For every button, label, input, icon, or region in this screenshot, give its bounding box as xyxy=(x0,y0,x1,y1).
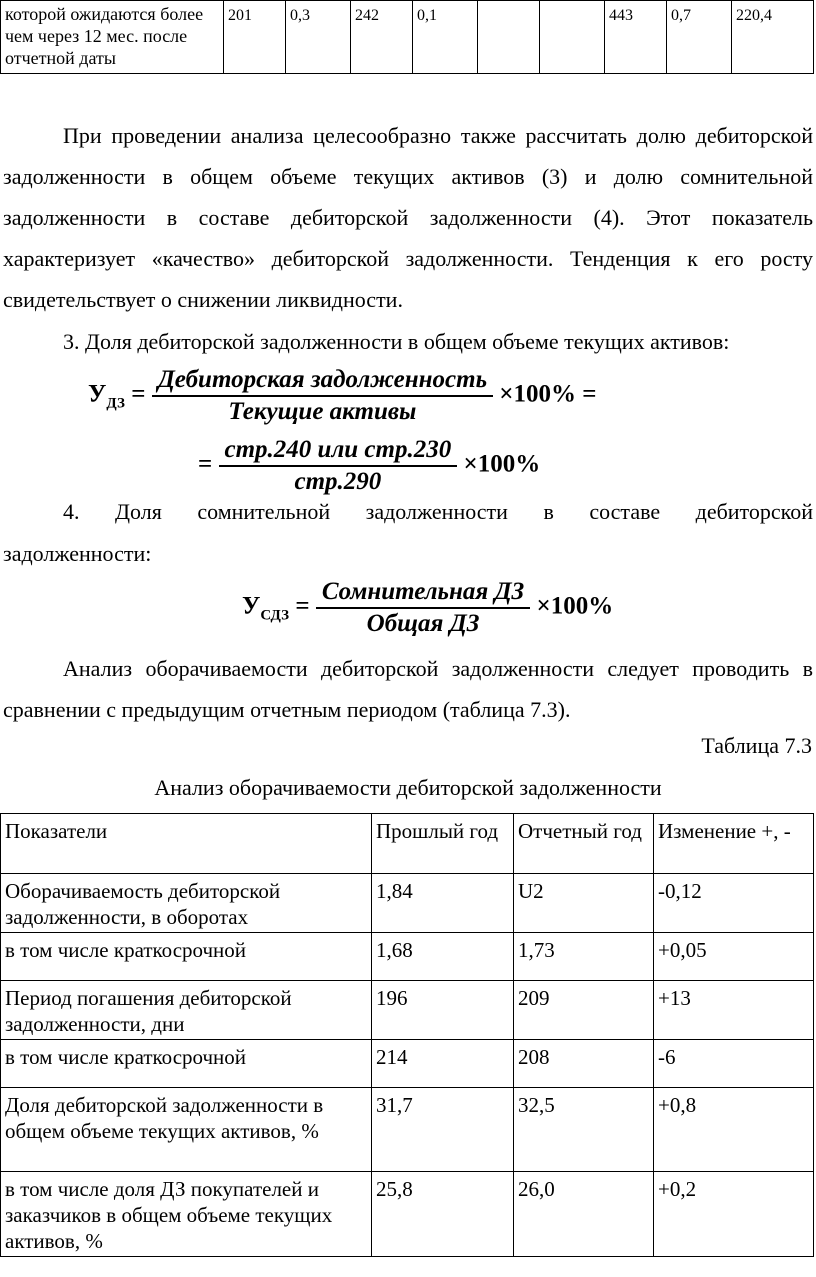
formula-fraction-2 xyxy=(219,436,458,496)
table-row xyxy=(1,874,814,933)
item-4-heading: 4. Доля сомнительной задолженности в составе дебиторской xyxy=(63,499,813,524)
table-cell-label: которой ожидаются более чем через 12 мес. после отчетной даты xyxy=(1,1,224,74)
table-cell: +0,05 xyxy=(654,933,814,981)
item-3-heading: 3. Доля дебиторской задолженности в общем объеме текущих активов: xyxy=(63,329,730,354)
table-cell: U2 xyxy=(514,874,654,933)
table-cell: 0,1 xyxy=(413,1,478,74)
table-cell: 31,7 xyxy=(372,1088,514,1172)
formula-numerator: Дебиторская задолженность xyxy=(152,366,493,397)
table-cell: 443 xyxy=(605,1,667,74)
table-cell: 0,7 xyxy=(667,1,732,74)
table-cell: 242 xyxy=(351,1,413,74)
formula-denominator: Общая ДЗ xyxy=(366,610,480,637)
table-cell: -6 xyxy=(654,1040,814,1088)
table-row xyxy=(1,1088,814,1172)
formula-denominator: Текущие активы xyxy=(228,398,417,425)
table-cell: 1,73 xyxy=(514,933,654,981)
table-number: Таблица 7.3 xyxy=(701,733,812,758)
formula-lhs: У xyxy=(242,592,261,620)
table-cell: -0,12 xyxy=(654,874,814,933)
table-cell: +13 xyxy=(654,981,814,1040)
table-row xyxy=(1,981,814,1040)
table-header-cell: Прошлый год xyxy=(372,814,514,874)
table-row xyxy=(1,1040,814,1088)
table-cell: Доля дебиторской задолженности в общем объеме текущих активов, % xyxy=(1,1088,372,1172)
table-row xyxy=(1,1172,814,1257)
table-cell: 209 xyxy=(514,981,654,1040)
formula-multiplier: ×100% xyxy=(463,450,541,478)
formula-fraction-1 xyxy=(152,366,493,426)
formula-receivables-share-lines xyxy=(198,436,540,496)
formula-multiplier: ×100% = xyxy=(499,380,597,408)
paragraph-analysis: При проведении анализа целесообразно также рассчитать долю дебиторской задолженности в общем объеме текущих активов (3) и долю сомнительной задолженности в составе дебиторской задолженности (4). Этот показатель характеризует «качество» дебиторской задолженности. Тенденция к его росту свидетельствует о снижении ликвидности. xyxy=(3,123,813,312)
table-cell: в том числе краткосрочной xyxy=(1,1040,372,1088)
table-cell: 32,5 xyxy=(514,1088,654,1172)
formula-eq: = xyxy=(295,592,310,620)
table-cell: 1,84 xyxy=(372,874,514,933)
formula-lhs-sub: СДЗ xyxy=(260,607,290,624)
table-cell: 208 xyxy=(514,1040,654,1088)
formula-eq: = xyxy=(198,450,213,478)
table-cell: +0,8 xyxy=(654,1088,814,1172)
table-row xyxy=(1,1,814,74)
table-cell: 26,0 xyxy=(514,1172,654,1257)
formula-lhs-sub: ДЗ xyxy=(106,395,125,412)
top-table-fragment xyxy=(0,0,814,74)
table-title: Анализ оборачиваемости дебиторской задолженности xyxy=(154,775,662,800)
table-cell: +0,2 xyxy=(654,1172,814,1257)
formula-numerator: Сомнительная ДЗ xyxy=(316,578,530,609)
table-header-cell: Отчетный год xyxy=(514,814,654,874)
formula-numerator: стр.240 или стр.230 xyxy=(219,436,458,467)
formula-multiplier: ×100% xyxy=(536,592,614,620)
table-header-cell: Изменение +, - xyxy=(654,814,814,874)
formula-lhs: У xyxy=(88,380,107,408)
formula-receivables-share xyxy=(88,366,597,426)
table-header-cell: Показатели xyxy=(1,814,372,874)
table-cell: 1,68 xyxy=(372,933,514,981)
formula-fraction xyxy=(316,578,530,638)
table-cell: Оборачиваемость дебиторской задолженности, в оборотах xyxy=(1,874,372,933)
table-cell: 196 xyxy=(372,981,514,1040)
table-cell: в том числе доля ДЗ покупателей и заказчиков в общем объеме текущих активов, % xyxy=(1,1172,372,1257)
table-cell: 0,3 xyxy=(286,1,351,74)
formula-doubtful-share xyxy=(242,578,613,638)
table-cell: 220,4 xyxy=(732,1,814,74)
table-cell xyxy=(540,1,605,74)
table-cell: 25,8 xyxy=(372,1172,514,1257)
table-header-row xyxy=(1,814,814,874)
table-cell: в том числе краткосрочной xyxy=(1,933,372,981)
paragraph-turnover: Анализ оборачиваемости дебиторской задолженности следует проводить в сравнении с предыдущим отчетным периодом (таблица 7.3). xyxy=(3,656,813,722)
formula-denominator: стр.290 xyxy=(294,468,382,495)
table-cell: 201 xyxy=(224,1,286,74)
table-row xyxy=(1,933,814,981)
table-cell: Период погашения дебиторской задолженности, дни xyxy=(1,981,372,1040)
table-cell xyxy=(478,1,540,74)
table-cell: 214 xyxy=(372,1040,514,1088)
item-4-heading-cont: задолженности: xyxy=(3,541,152,566)
turnover-table xyxy=(0,813,814,1257)
formula-eq: = xyxy=(131,380,146,408)
